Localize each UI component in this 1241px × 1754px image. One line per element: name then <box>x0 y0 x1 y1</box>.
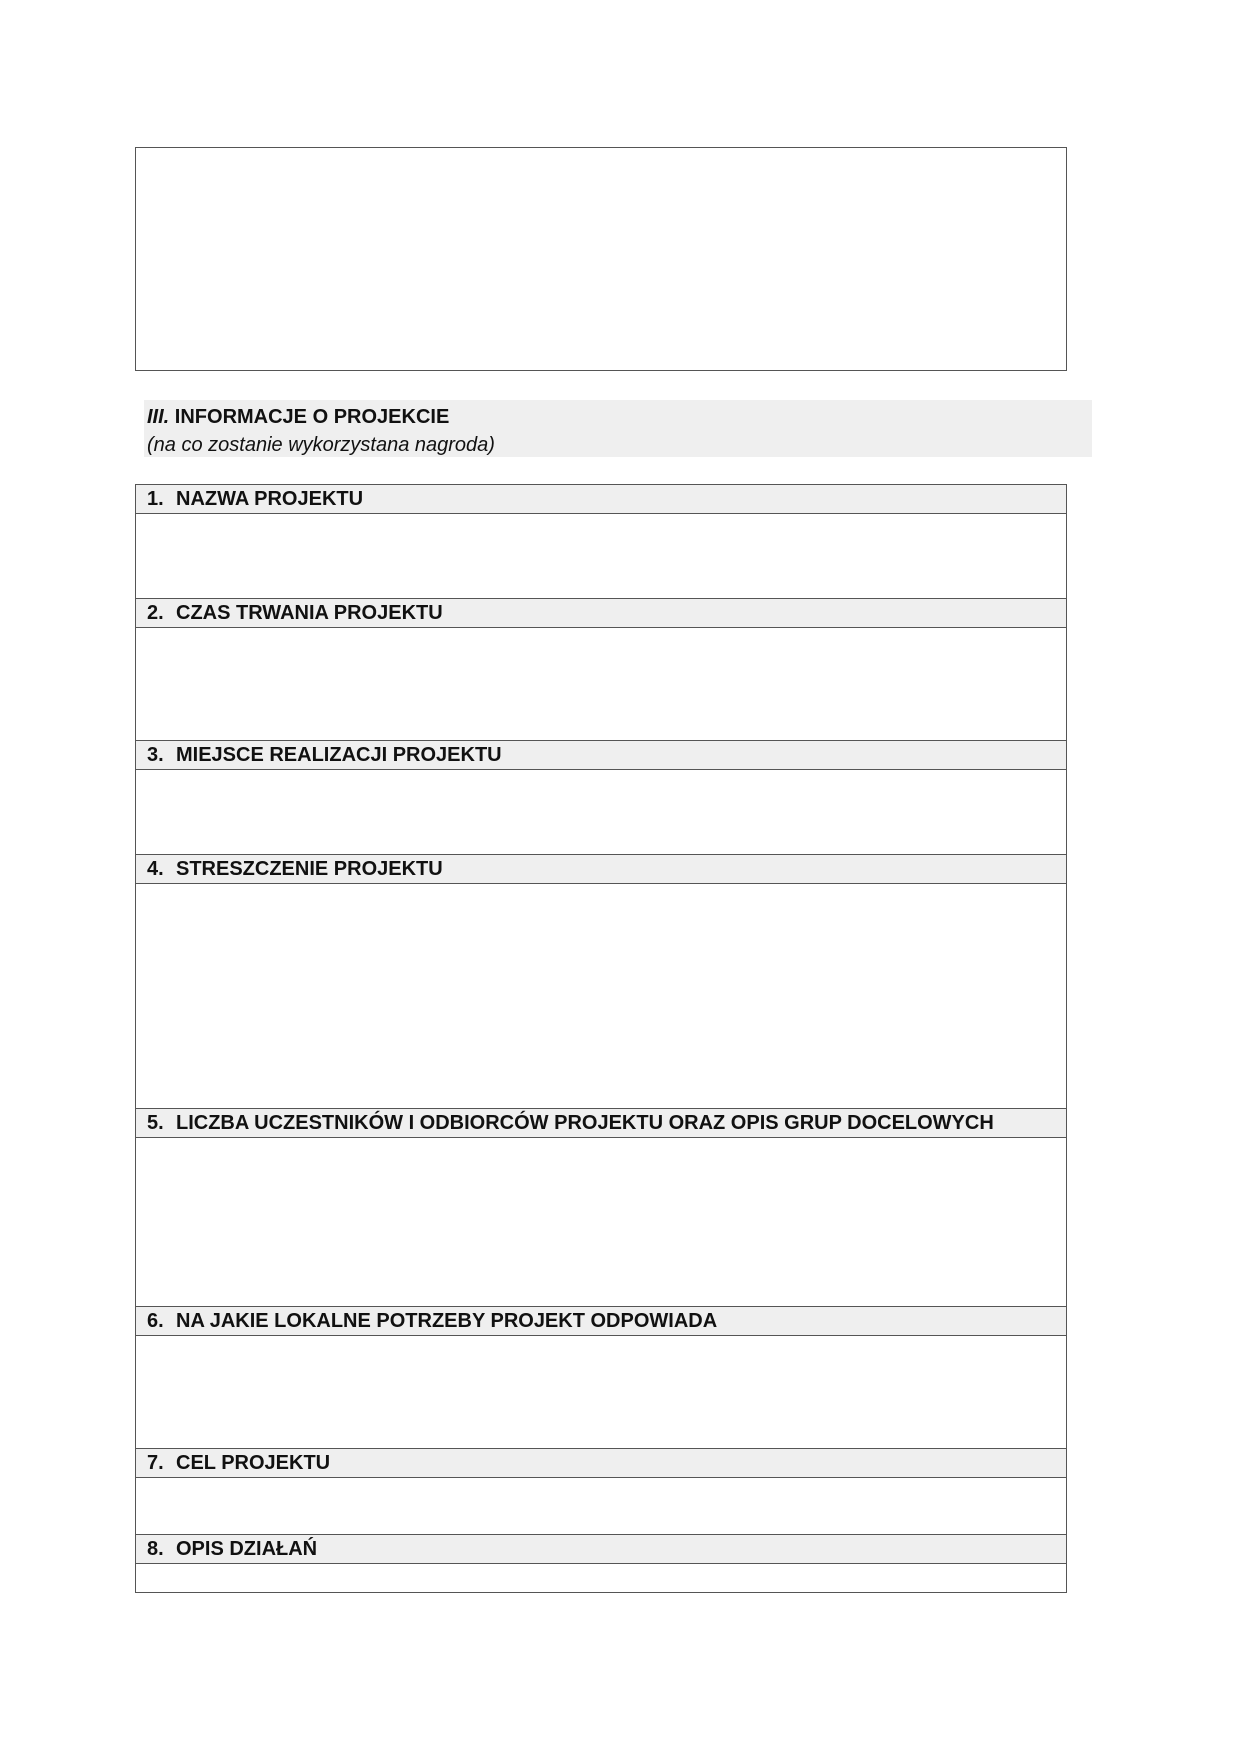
field-label-project-name <box>136 485 1066 514</box>
field-label-text: CZAS TRWANIA PROJEKTU <box>176 602 443 624</box>
field-label-text: NAZWA PROJEKTU <box>176 488 364 510</box>
field-label-text: CEL PROJEKTU <box>176 1452 331 1474</box>
field-label-participants <box>136 1109 1066 1138</box>
field-input-participants[interactable] <box>136 1138 1066 1307</box>
field-number: 7. <box>147 1452 164 1474</box>
field-label-local-needs <box>136 1307 1066 1336</box>
field-label-project-location <box>136 741 1066 770</box>
field-number: 3. <box>147 744 164 766</box>
blank-answer-box[interactable] <box>135 147 1067 371</box>
section-title-text: INFORMACJE O PROJEKCIE <box>174 406 450 428</box>
field-label-text: STRESZCZENIE PROJEKTU <box>176 858 443 880</box>
field-label-text: NA JAKIE LOKALNE POTRZEBY PROJEKT ODPOWIADA <box>176 1310 718 1332</box>
field-label-text: LICZBA UCZESTNIKÓW I ODBIORCÓW PROJEKTU ORAZ OPIS GRUP DOCELOWYCH <box>176 1112 994 1134</box>
field-label-text: OPIS DZIAŁAŃ <box>176 1538 318 1560</box>
field-input-project-name[interactable] <box>136 514 1066 599</box>
field-label-project-goal <box>136 1449 1066 1478</box>
section-header <box>144 400 1092 457</box>
field-input-project-duration[interactable] <box>136 628 1066 741</box>
field-label-project-duration <box>136 599 1066 628</box>
field-number: 4. <box>147 858 164 880</box>
field-label-activities <box>136 1535 1066 1564</box>
field-number: 2. <box>147 602 164 624</box>
field-input-project-location[interactable] <box>136 770 1066 855</box>
section-subtitle: (na co zostanie wykorzystana nagroda) <box>147 434 495 456</box>
project-info-form <box>135 484 1067 1593</box>
field-number: 5. <box>147 1112 164 1134</box>
field-input-project-summary[interactable] <box>136 884 1066 1109</box>
field-label-text: MIEJSCE REALIZACJI PROJEKTU <box>176 744 502 766</box>
section-title <box>147 403 1089 431</box>
section-numeral: III. <box>147 406 170 428</box>
field-input-local-needs[interactable] <box>136 1336 1066 1449</box>
field-number: 8. <box>147 1538 164 1560</box>
field-input-project-goal[interactable] <box>136 1478 1066 1535</box>
field-number: 1. <box>147 488 164 510</box>
field-number: 6. <box>147 1310 164 1332</box>
field-input-activities[interactable] <box>136 1564 1066 1592</box>
field-label-project-summary <box>136 855 1066 884</box>
